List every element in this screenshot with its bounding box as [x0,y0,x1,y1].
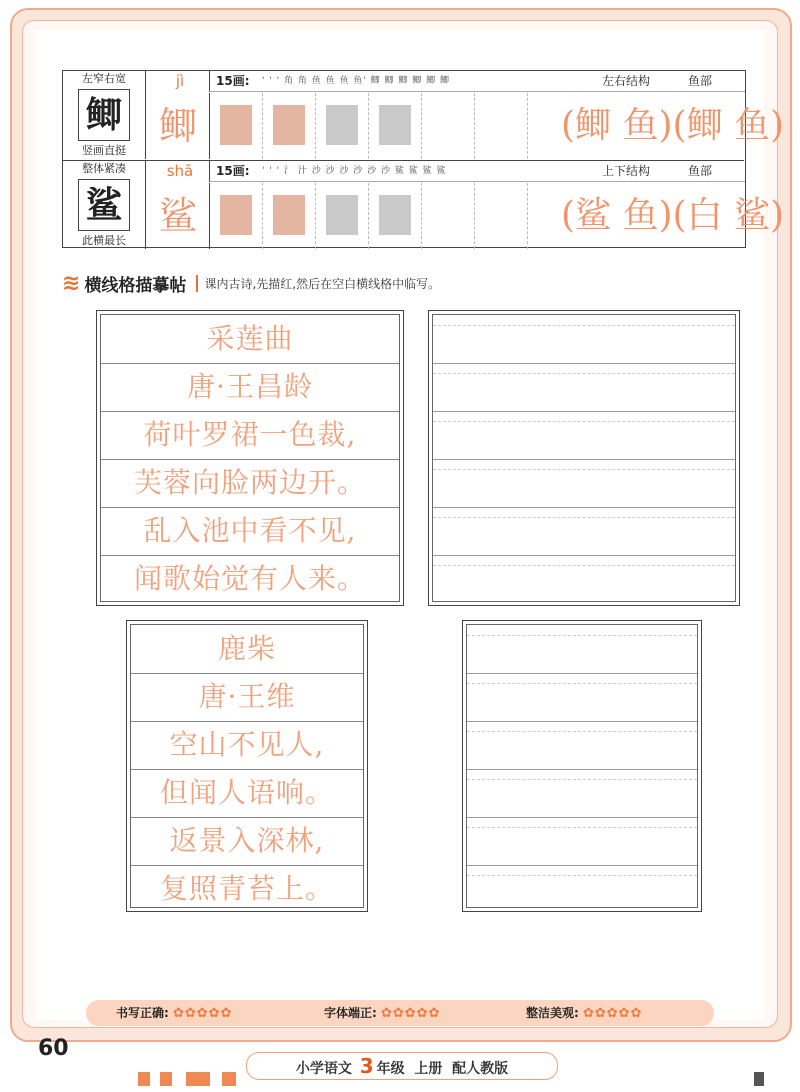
self-rating-bar [86,1000,714,1026]
poem-line: 荷叶罗裙一色裁, [101,411,399,460]
blank-cell[interactable] [422,93,475,159]
writing-tip: 左窄右宽 [82,72,126,85]
poem-line: 复照青苔上。 [159,872,334,905]
poem-line: 返景入深林, [131,817,363,866]
trace-cell[interactable] [263,93,316,159]
structure-label: 左右结构 [602,74,651,88]
poem-line: 乱入池中看不见, [101,507,399,556]
pinyin: shā [166,162,194,180]
poem-line: 闻歌始觉有人来。 [133,562,366,595]
writing-tip: 此横最长 [82,234,126,247]
writing-line[interactable] [467,721,697,770]
grade-number: 3 [359,1054,374,1078]
footer-decoration [138,1072,150,1086]
model-character: 鲨 [78,179,130,231]
edition-label: 配人教版 [452,1061,509,1077]
subject-label: 小学语文 [295,1061,352,1077]
footer-decoration [222,1072,236,1086]
writing-line[interactable] [433,459,735,508]
trace-cell[interactable] [263,183,316,249]
volume-label: 上册 [414,1061,443,1077]
poem-title: 采莲曲 [101,315,399,364]
page-number: 60 [38,1036,69,1061]
blank-cell[interactable] [475,93,528,159]
stroke-sequence: ' ' ' 角 角 鱼 鱼 鱼 鱼' 鲫 鲫 鲫 鲫 鲫 鲫 [262,76,450,86]
writing-line[interactable] [433,363,735,412]
rating-neatness [324,1000,440,1027]
character-row [63,160,785,249]
section-description: 课内古诗,先描红,然后在空白横线格中临写。 [196,275,440,292]
character-model-box [63,161,146,249]
stroke-count: 15画: [216,164,250,178]
trace-cell[interactable] [210,93,263,159]
poem-author: 唐·王昌龄 [101,363,399,412]
footer-decoration [160,1072,172,1086]
trace-cell[interactable] [369,93,422,159]
wave-icon: ≋ [62,270,81,296]
blank-practice-box[interactable] [428,310,740,606]
radical-label: 鱼部 [688,164,713,178]
writing-line[interactable] [433,507,735,556]
star-rating-icon[interactable]: ✿✿✿✿✿ [583,1006,643,1021]
footer-decoration [754,1072,764,1086]
blank-practice-box[interactable] [462,620,702,912]
trace-character: 鲫 [147,93,210,159]
poem-title: 鹿柴 [131,625,363,674]
practice-grid [209,93,528,159]
pinyin: jì [175,72,185,90]
writing-line[interactable] [467,625,697,674]
writing-line[interactable] [467,865,697,913]
character-practice-table [62,70,785,248]
poem-author: 唐·王维 [131,673,363,722]
writing-line[interactable] [467,769,697,818]
character-model-box [63,71,146,159]
blank-cell[interactable] [422,183,475,249]
trace-cell[interactable] [210,183,263,249]
stroke-info [209,161,745,182]
footer-decoration [186,1072,210,1086]
writing-line[interactable] [433,555,735,603]
writing-tip: 整体紧凑 [82,162,126,175]
writing-line[interactable] [433,411,735,460]
writing-tip: 竖画直挺 [82,144,126,157]
writing-line[interactable] [467,817,697,866]
character-row [63,71,785,159]
grade-label: 年级 [376,1061,405,1077]
structure-label: 上下结构 [602,164,651,178]
word-examples: (鲫 鱼)(鲫 鱼) [561,105,785,146]
stroke-count: 15画: [216,74,250,88]
writing-line[interactable] [467,673,697,722]
word-examples: (鲨 鱼)(白 鲨) [561,195,785,236]
radical-label: 鱼部 [688,74,713,88]
stroke-sequence: ' ' ' 氵 汁 沙 沙 沙 沙 沙 沙 鲨 鲨 鲨 鲨 [262,166,447,176]
poem-line: 但闻人语响。 [131,769,363,818]
writing-line[interactable] [433,315,735,364]
trace-cell[interactable] [369,183,422,249]
poem-trace-box [96,310,404,606]
rating-label: 书写正确: [116,1006,169,1020]
trace-cell[interactable] [316,183,369,249]
blank-cell[interactable] [475,183,528,249]
section-heading [62,270,440,296]
section-title: 横线格描摹帖 [84,275,187,296]
rating-label: 整洁美观: [526,1006,579,1020]
star-rating-icon[interactable]: ✿✿✿✿✿ [173,1006,233,1021]
trace-character: 鲨 [147,183,210,249]
poem-line: 芙蓉向脸两边开。 [101,459,399,508]
poem-trace-box [126,620,368,912]
rating-label: 字体端正: [324,1006,377,1020]
practice-grid [209,183,528,249]
book-info-footer [246,1052,558,1080]
poem-line: 空山不见人, [131,721,363,770]
star-rating-icon[interactable]: ✿✿✿✿✿ [381,1006,441,1021]
rating-correct [116,1000,232,1027]
model-character: 鲫 [78,89,130,141]
stroke-info [209,71,745,92]
rating-clean [526,1000,642,1027]
trace-cell[interactable] [316,93,369,159]
